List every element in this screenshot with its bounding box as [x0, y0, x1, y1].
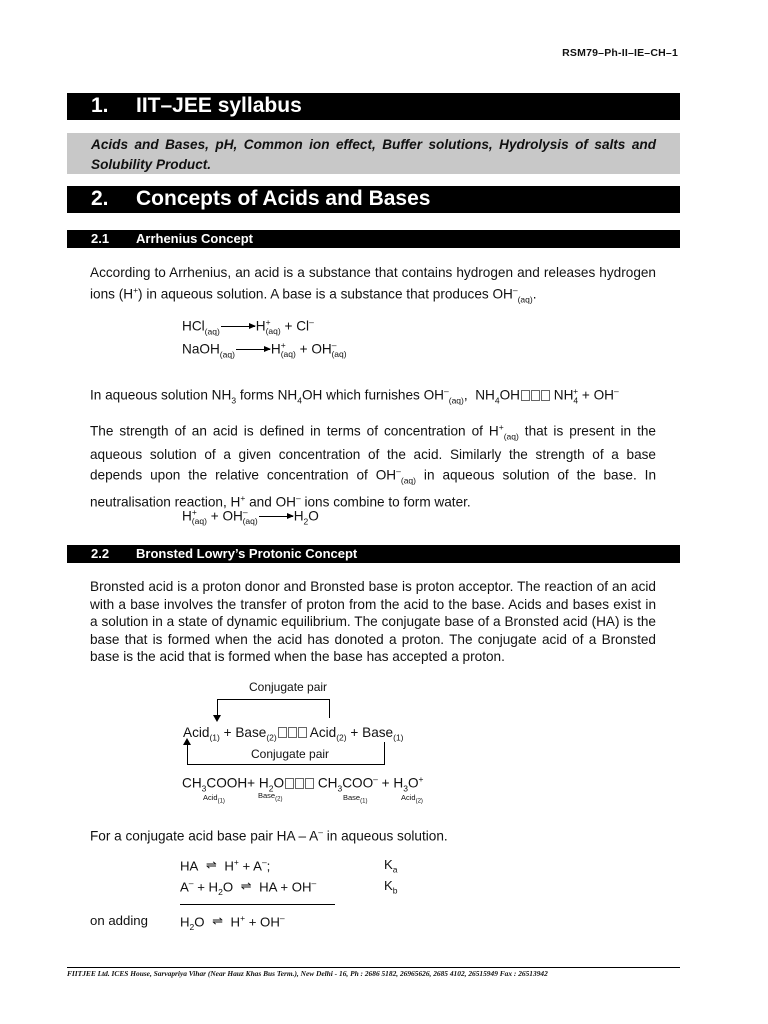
document-reference: RSM79–Ph-II–IE–CH–1: [562, 47, 678, 59]
label-base-1: Base$_{(1)}$: [343, 793, 368, 805]
missing-glyph-icon: [541, 390, 550, 401]
missing-glyph-icon: [298, 727, 307, 738]
missing-glyph-icon: [531, 390, 540, 401]
subsection-title: Arrhenius Concept: [136, 231, 254, 246]
kb-label: $K_b$: [384, 878, 398, 896]
arrow-icon: [236, 349, 270, 350]
ammonia-paragraph: In aqueous solution $NH_3$ forms $NH_4OH$ which furnishes $OH^-_{(aq)}$, $NH_4OH$ $NH_4^+ + OH^-$: [90, 386, 619, 406]
section-title: IIT–JEE syllabus: [136, 94, 302, 117]
conjugate-bracket-top: [217, 699, 330, 718]
equation-ka: HA ⇌ H+ + A–;: [180, 857, 271, 874]
equilibrium-arrow-icon: ⇌: [205, 857, 217, 873]
equation-kb: $A^- + H_2O$ ⇌ HA + OH–: [180, 878, 317, 898]
ka-label: $K_a$: [384, 857, 398, 875]
equation-water: $H^+_{(aq)} + OH^-_{(aq)}$ $H_2O$: [182, 507, 319, 527]
equation-naoh: NaOH$_{(aq)}$ $H^+_{(aq)} + OH^-_{(aq)}$: [182, 340, 347, 360]
on-adding-label: on adding: [90, 913, 148, 928]
acetic-acid-equation: $CH_3COOH+ H_2O$ $CH_3COO^- + H_3O^+$: [182, 774, 424, 794]
missing-glyph-icon: [285, 778, 294, 789]
missing-glyph-icon: [521, 390, 530, 401]
section-number: 2.: [91, 187, 109, 210]
equilibrium-arrow-icon: ⇌: [212, 913, 223, 929]
label-base-2: Base$_{(2)}$: [258, 791, 283, 803]
sum-divider: [180, 904, 335, 905]
conjugate-pair-top-label: Conjugate pair: [249, 680, 328, 694]
label-acid-1: Acid$_{(1)}$: [203, 793, 225, 805]
subsection-number: 2.1: [91, 231, 110, 246]
section-title: Concepts of Acids and Bases: [136, 187, 431, 210]
bronsted-paragraph: Bronsted acid is a proton donor and Bronsted base is proton acceptor. The reaction of an acid with a base involves the transfer of proton from the acid to the base. Acids and bases exist in a solution in a state of dynamic equilibrium. The conjugate base of a Bronsted acid (HA) is the base that is formed when the acid has donoted a proton. The conjugate acid of a Bronsted base is the acid that is formed when the base has accepted a proton.: [90, 579, 656, 665]
conjugate-equation: Acid$_{(1)}$ + Base$_{(2)}$ Acid$_{(2)}$ + Base$_{(1)}$: [183, 725, 404, 743]
conjugate-pair-bottom-label: Conjugate pair: [251, 747, 330, 761]
equilibrium-arrow-icon: ⇌: [240, 878, 252, 894]
conjugate-pair-paragraph: For a conjugate acid base pair HA – A– in aqueous solution.: [90, 827, 448, 844]
arrow-icon: [221, 326, 255, 327]
subsection-title: Bronsted Lowry’s Protonic Concept: [136, 546, 358, 561]
arrow-icon: [259, 516, 293, 517]
section-2-heading: [67, 186, 680, 213]
arrhenius-paragraph: According to Arrhenius, an acid is a substance that contains hydrogen and releases hydrogen ions (H+) in aqueous solution. A base is a substance that produces $OH^-_{(aq)}$.: [90, 265, 656, 304]
section-1-heading: [67, 93, 680, 120]
footer-divider: [67, 967, 680, 968]
syllabus-box: Acids and Bases, pH, Common ion effect, Buffer solutions, Hydrolysis of salts and Solubility Product.: [67, 133, 680, 174]
section-number: 1.: [91, 94, 109, 117]
missing-glyph-icon: [278, 727, 287, 738]
label-acid-2: Acid$_{(2)}$: [401, 793, 423, 805]
missing-glyph-icon: [288, 727, 297, 738]
arrow-down-icon: [213, 715, 221, 722]
equation-water-ionization: $H_2O$ ⇌ H+ + OH–: [180, 913, 285, 933]
arrow-up-icon: [183, 738, 191, 745]
subsection-number: 2.2: [91, 546, 110, 561]
missing-glyph-icon: [295, 778, 304, 789]
equation-hcl: HCl$_{(aq)}$ $H^+_{(aq)} + Cl^-$: [182, 317, 314, 337]
strength-paragraph: The strength of an acid is defined in terms of concentration of $H^+_{(aq)}$ that is present in the aqueous solution of a given concentration of the acid. Similarly the strength of a base depends upon the relative concentration of $OH^-_{(aq)}$ in aqueous solution of the base. In neutralisation reaction, H+ and OH– ions combine to form water.: [90, 422, 657, 510]
footer-address: FIITJEE Ltd. ICES House, Sarvapriya Vihar (Near Hauz Khas Bus Term.), New Delhi - 16, Ph : 2686 5182, 26965626, 2685 4102, 26515949 Fax : 26513942: [67, 969, 548, 978]
subsection-2-1-heading: [67, 230, 680, 248]
subsection-2-2-heading: [67, 545, 680, 563]
missing-glyph-icon: [305, 778, 314, 789]
